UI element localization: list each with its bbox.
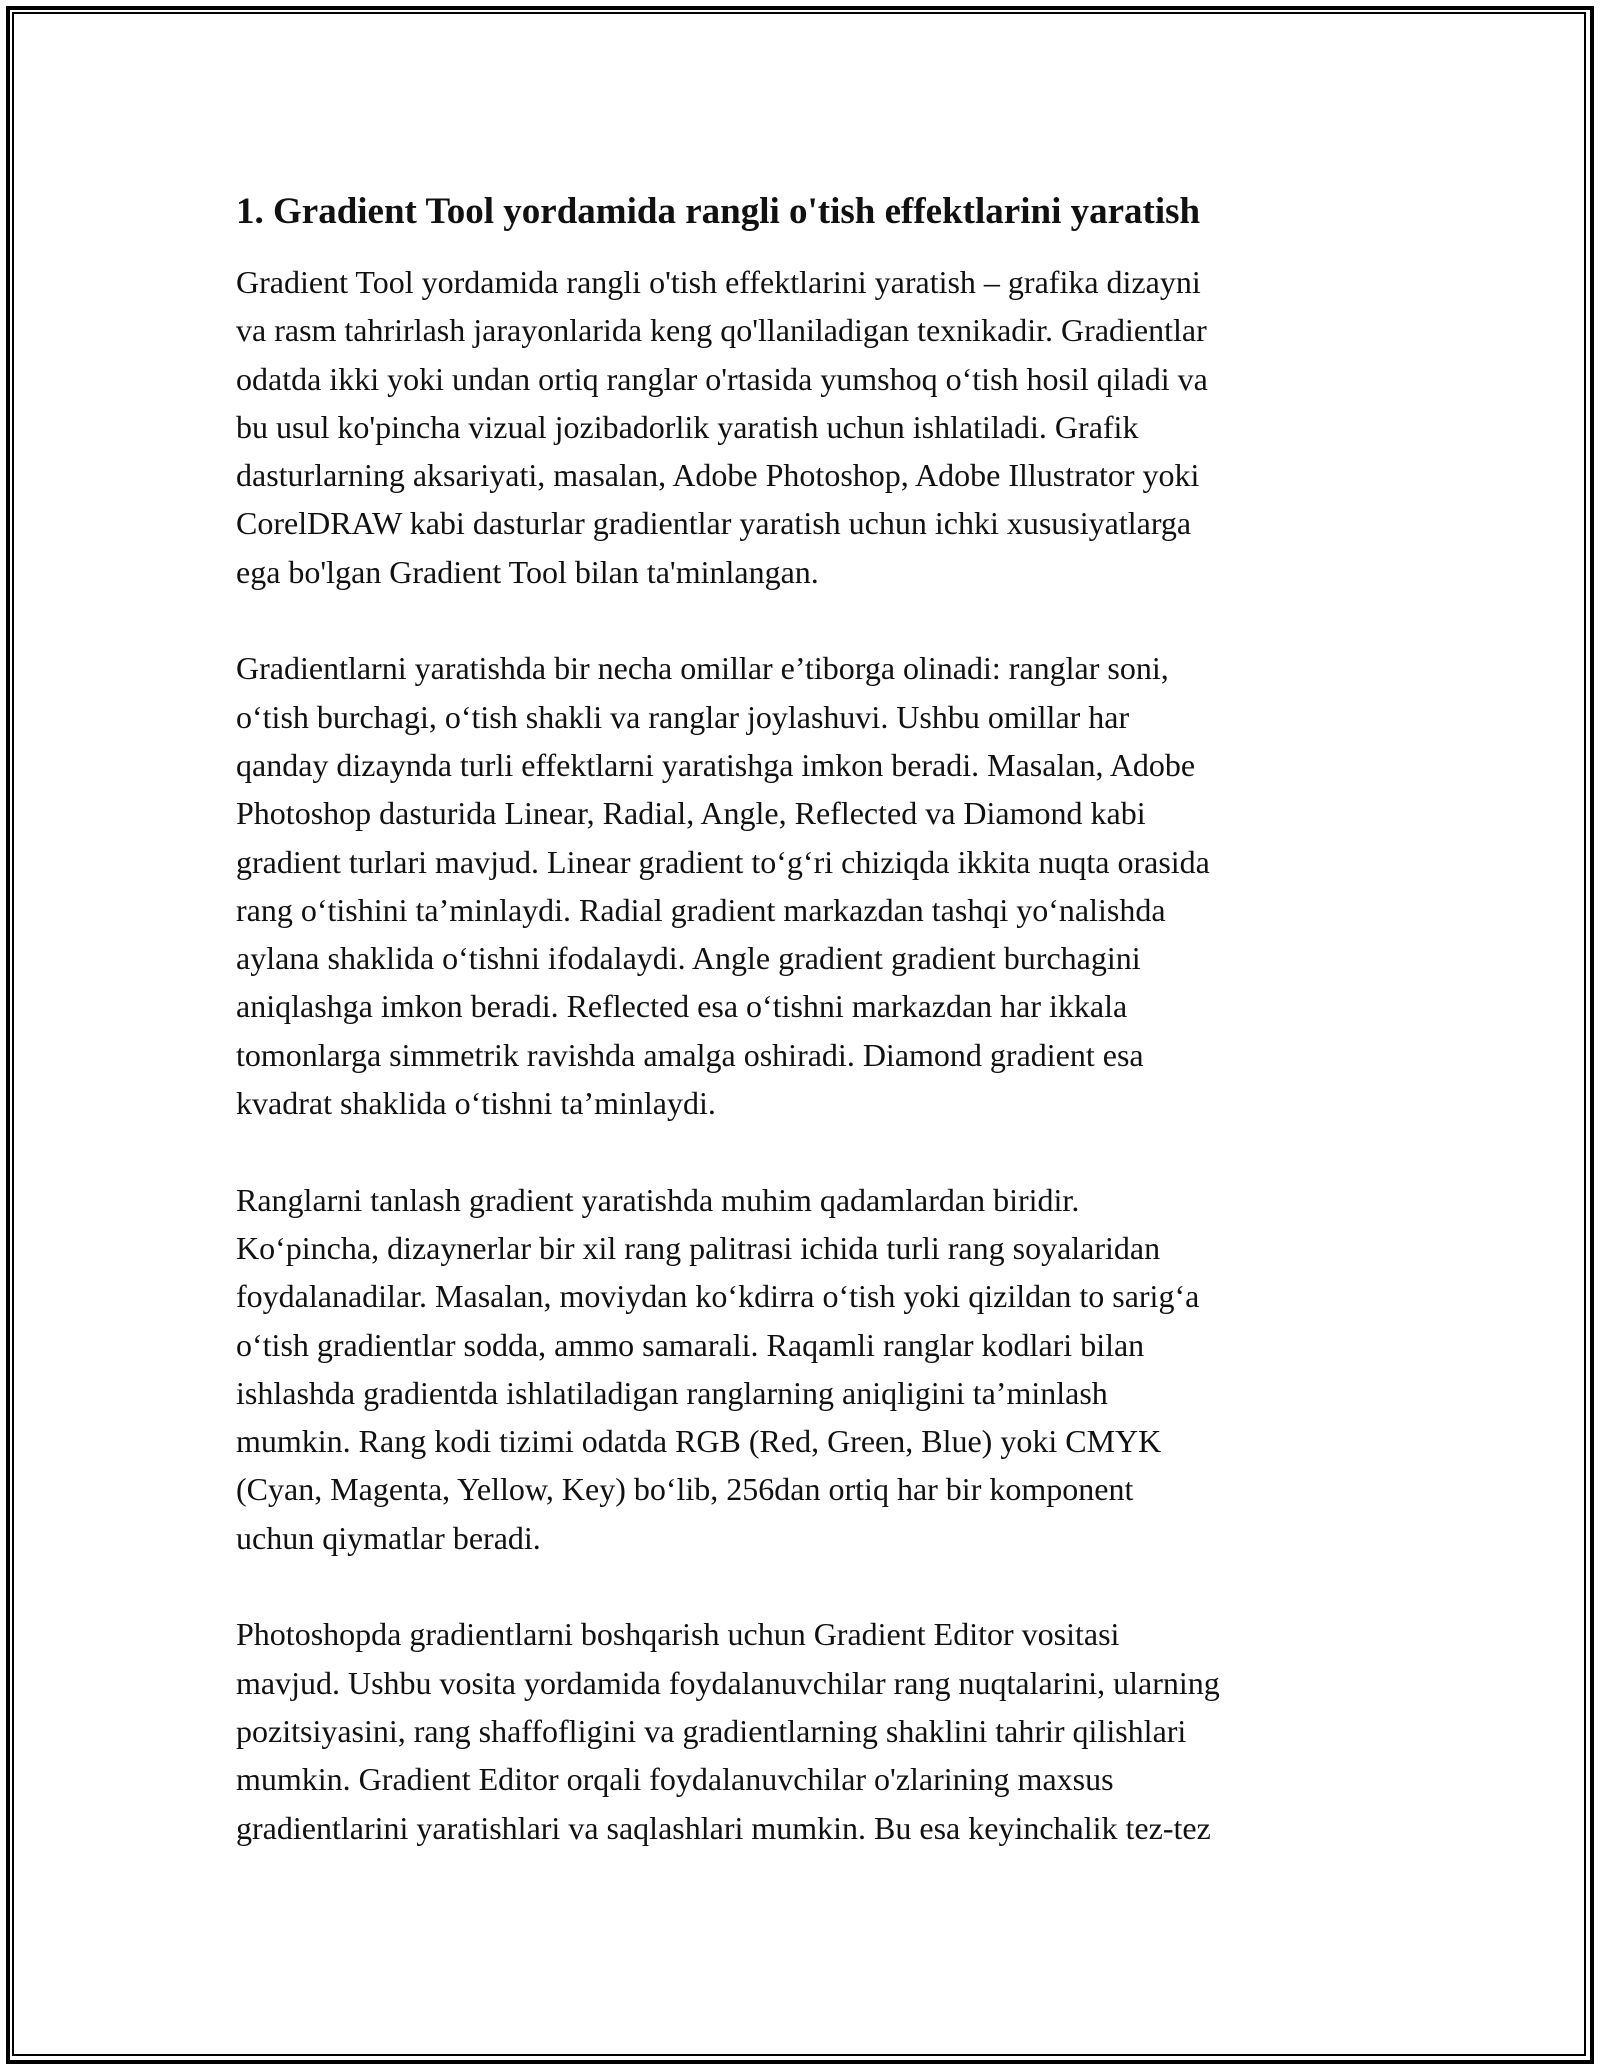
text-line: Photoshopda gradientlarni boshqarish uchun Gradient Editor vositasi bbox=[236, 1616, 1120, 1653]
text-line: aniqlashga imkon beradi. Reflected esa o‘tishni markazdan har ikkala bbox=[236, 988, 1128, 1025]
text-line: gradient turlari mavjud. Linear gradient to‘g‘ri chiziqda ikkita nuqta orasida bbox=[236, 843, 1210, 880]
text-line: aylana shaklida o‘tishni ifodalaydi. Angle gradient gradient burchagini bbox=[236, 940, 1141, 977]
text-line: mumkin. Rang kodi tizimi odatda RGB (Red, Green, Blue) yoki CMYK bbox=[236, 1423, 1162, 1460]
text-line: o‘tish gradientlar sodda, ammo samarali. Raqamli ranglar kodlari bilan bbox=[236, 1326, 1145, 1363]
text-line: pozitsiyasini, rang shaffofligini va gradientlarning shaklini tahrir qilishlari bbox=[236, 1712, 1187, 1749]
text-line: va rasm tahrirlash jarayonlarida keng qo'llaniladigan texnikadir. Gradientlar bbox=[236, 312, 1207, 349]
text-line: Ranglarni tanlash gradient yaratishda muhim qadamlardan biridir. bbox=[236, 1181, 1080, 1218]
text-line: rang o‘tishini ta’minlaydi. Radial gradient markazdan tashqi yo‘nalishda bbox=[236, 891, 1166, 928]
paragraph-color-selection bbox=[236, 1176, 1376, 1562]
paragraph-intro bbox=[236, 258, 1376, 596]
text-line: Ko‘pincha, dizaynerlar bir xil rang palitrasi ichida turli rang soyalaridan bbox=[236, 1229, 1161, 1266]
text-line: qanday dizaynda turli effektlarni yaratishga imkon beradi. Masalan, Adobe bbox=[236, 746, 1196, 783]
text-line: kvadrat shaklida o‘tishni ta’minlaydi. bbox=[236, 1085, 716, 1122]
document-body bbox=[236, 186, 1376, 1852]
text-line: Photoshop dasturida Linear, Radial, Angle, Reflected va Diamond kabi bbox=[236, 795, 1146, 832]
text-line: Gradient Tool yordamida rangli o'tish effektlarini yaratish – grafika dizayni bbox=[236, 264, 1201, 300]
text-line: ega bo'lgan Gradient Tool bilan ta'minlangan. bbox=[236, 553, 819, 590]
text-line: o‘tish burchagi, o‘tish shakli va ranglar joylashuvi. Ushbu omillar har bbox=[236, 698, 1130, 735]
text-line: uchun qiymatlar beradi. bbox=[236, 1519, 541, 1556]
text-line: mumkin. Gradient Editor orqali foydalanuvchilar o'zlarining maxsus bbox=[236, 1761, 1114, 1798]
text-line: bu usul ko'pincha vizual jozibadorlik yaratish uchun ishlatiladi. Grafik bbox=[236, 408, 1139, 445]
text-line: ishlashda gradientda ishlatiladigan ranglarning aniqligini ta’minlash bbox=[236, 1374, 1108, 1411]
text-line: foydalanadilar. Masalan, moviydan ko‘kdirra o‘tish yoki qizildan to sarig‘a bbox=[236, 1278, 1200, 1315]
text-line: tomonlarga simmetrik ravishda amalga oshiradi. Diamond gradient esa bbox=[236, 1036, 1144, 1073]
text-line: dasturlarning aksariyati, masalan, Adobe Photoshop, Adobe Illustrator yoki bbox=[236, 457, 1200, 494]
text-line: Gradientlarni yaratishda bir necha omillar e’tiborga olinadi: ranglar soni, bbox=[236, 650, 1169, 687]
section-heading: 1. Gradient Tool yordamida rangli o'tish effektlarini yaratish bbox=[236, 191, 1201, 232]
paragraph-gradient-types bbox=[236, 644, 1376, 1127]
text-line: mavjud. Ushbu vosita yordamida foydalanuvchilar rang nuqtalarini, ularning bbox=[236, 1664, 1220, 1701]
text-line: CorelDRAW kabi dasturlar gradientlar yaratish uchun ichki xususiyatlarga bbox=[236, 505, 1192, 542]
text-line: gradientlarini yaratishlari va saqlashlari mumkin. Bu esa keyinchalik tez-tez bbox=[236, 1809, 1211, 1846]
text-line: (Cyan, Magenta, Yellow, Key) bo‘lib, 256dan ortiq har bir komponent bbox=[236, 1471, 1134, 1508]
text-line: odatda ikki yoki undan ortiq ranglar o'rtasida yumshoq o‘tish hosil qiladi va bbox=[236, 360, 1208, 397]
paragraph-gradient-editor bbox=[236, 1610, 1376, 1851]
